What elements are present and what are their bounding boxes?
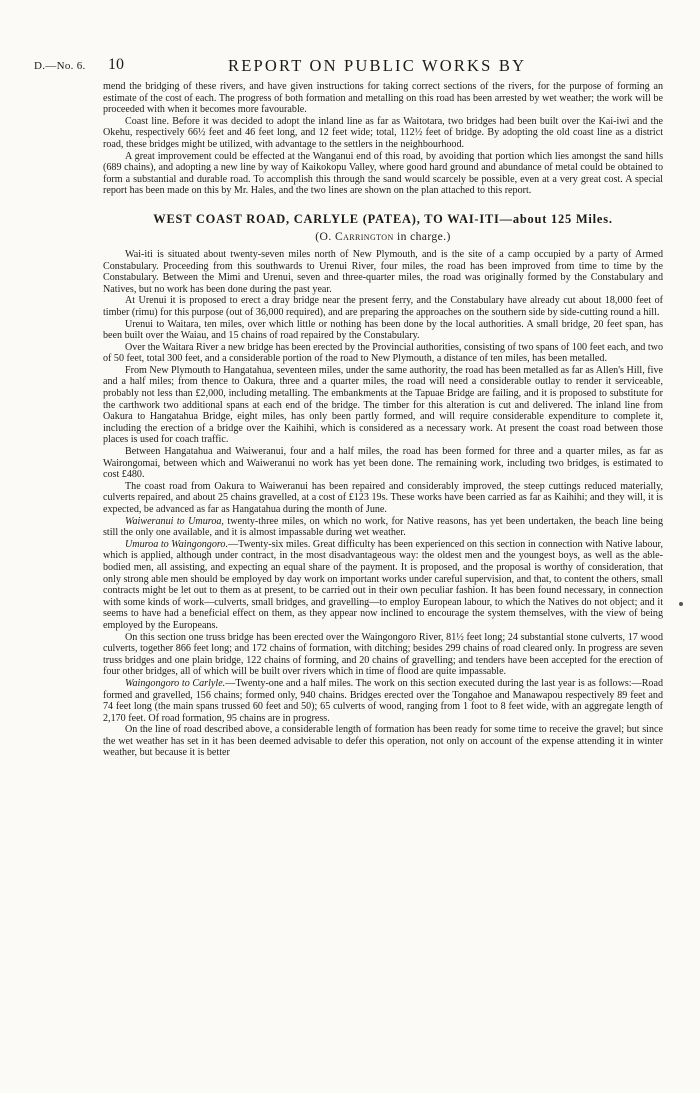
paragraph: A great improvement could be effected at the Wanganui end of this road, by avoiding that portion which lies amongst the sand hills (689 chains), and adopting a new line by way of Kaikokopu Valley, where good hard ground and abundance of metal could be obtained to form a substantial and durable road. To accomplish this through the sand would scarcely be possible, even at a very great cost. A special report has been made on this by Mr. Hales, and the two lines are shown on the plan attached to this report.: [103, 150, 663, 197]
paragraph-waingongoro: [103, 678, 663, 724]
paragraph-lead: Waingongoro to Carlyle.: [125, 677, 226, 689]
officer-initial: (O.: [315, 229, 332, 243]
paragraph: mend the bridging of these rivers, and have given instructions for taking correct sections of the rivers, for the purpose of forming an estimate of the cost of each. The progress of both formation and metalling on this road has been arrested by wet weather; the work will be proceeded with when it becomes more favourable.: [103, 81, 663, 116]
paragraph-umuroa: [103, 539, 663, 632]
paragraph: Coast line. Before it was decided to adopt the inland line as far as Waitotara, two bridges had been built over the Kai-iwi and the Okehu, respectively 66½ feet and 46 feet long, and 12 feet wide; total, 112½ feet of bridge. By adopting the old coast line as a district road, these bridges might be utilized, with advantage to the settlers in the neighbourhood.: [103, 115, 663, 150]
paragraph: Between Hangatahua and Waiweranui, four and a half miles, the road has been formed for three and a quarter miles, as far as Wairongomai, between which and Waiweranui no work has yet been done. The remaining work, including two bridges, is estimated to cost £480.: [103, 446, 663, 481]
officer-suffix: in charge.): [396, 229, 451, 243]
spacer: [103, 197, 663, 203]
paragraph-waiweranui: [103, 516, 663, 539]
page-number: 10: [108, 56, 124, 73]
paragraph-text: —Twenty-six miles. Great difficulty has been experienced on this section in connection with Native labour, which is applied, although under contract, in the most disadvantageous way: the oldest men and the youngest boys, as well as the able-bodied men, all assisting, and expecting an equal share of the payment. It is proposed, and the proposal is worthy of consideration, that only strong able men should be employed by day work on important works under careful supervision, and that, to content the others, small contracts might be let out to them as at present, to be carried out in their own peculiar fashion. It has been found necessary, in connection with some kinds of work—culverts, small bridges, and gravelling—to employ European labour, to which the Natives do not object; and it seems to have had a beneficial effect on them, as they appear now inclined to encourage the system themselves, with the view of being employed by the Europeans.: [103, 538, 663, 631]
paragraph: On this section one truss bridge has been erected over the Waingongoro River, 81½ feet long; 24 substantial stone culverts, 17 wood culverts, together 866 feet long; and 172 chains of formation, with ditching; besides 299 chains of road cleared only. In progress are seven truss bridges and one plain bridge, 122 chains of forming, and 20 chains of gravelling; and tenders have been accepted for the erection of four other bridges, all of which will be built over rivers which in time of flood are quite impassable.: [103, 631, 663, 678]
paragraph: On the line of road described above, a considerable length of formation has been ready for some time to receive the gravel; but since the wet weather has set in it has been deemed advisable to defer this operation, not only on account of the expense attending it in winter weather, but because it is better: [103, 724, 663, 759]
running-title: REPORT ON PUBLIC WORKS BY: [228, 56, 527, 75]
section-heading: WEST COAST ROAD, CARLYLE (PATEA), TO WAI-ITI—about 125 Miles.: [153, 211, 613, 226]
running-header: [0, 56, 700, 76]
page-body: [103, 81, 663, 759]
doc-number: D.—No. 6.: [34, 60, 86, 72]
paragraph: Wai-iti is situated about twenty-seven miles north of New Plymouth, and is the site of a camp occupied by a party of Armed Constabulary. Proceeding from this southwards to Urenui River, four miles, the road has been improved from time to time by the Constabulary. Between the Mimi and Urenui, seven and three-quarter miles, the road was originally formed by the Constabulary and Natives, but no work has been done during the past year.: [103, 248, 663, 295]
paragraph-lead: Waiweranui to Umuroa,: [125, 515, 224, 527]
paragraph: Over the Waitara River a new bridge has been erected by the Provincial authorities, consisting of two spans of 100 feet each, and two of 50 feet, total 300 feet, and a considerable portion of the road to New Plymouth, a distance of ten miles, has been metalled.: [103, 341, 664, 365]
paragraph: The coast road from Oakura to Waiweranui has been repaired and considerably improved, the steep cuttings reduced materially, culverts repaired, and about 25 chains gravelled, at a cost of £123 19s. These works have been carried as far as Kaihihi; and they will, it is expected, be advanced as far as Hangatahua during the month of June.: [103, 480, 663, 515]
officer-name: Carrington: [334, 229, 394, 243]
paragraph-text: —Twenty-one and a half miles. The work on this section executed during the last year is as follows:—Road formed and gravelled, 156 chains; formed only, 940 chains. Bridges erected over the Tongahoe and Manawapou respectively 89 feet and 74 feet long (the main spans trussed 60 feet and 50); 65 culverts of wood, ranging from 1 foot to 8 feet wide, with an aggregate length of 2,170 feet. Of road formation, 95 chains are in progress.: [103, 677, 663, 724]
margin-mark: [679, 602, 683, 606]
paragraph: From New Plymouth to Hangatahua, seventeen miles, under the same authority, the road has been metalled as far as Allen's Hill, five and a half miles; from thence to Oakura, three and a quarter miles, the road will need a considerable outlay to render it serviceable, probably not less than £2,000, including metalling. The embankments at the Tapuae Bridge are failing, and it is proposed to substitute for the carthwork two additional spans at each end of the bridge. The timber for this alteration is cut and delivered. The inland line from Oakura to Hangatahua Bridge, eight miles, has only been partly formed, and will require considerable expenditure to complete it, including the erection of a bridge over the Kaihihi, which is considered as a necessary work. At present the coast road between those places is used for coach traffic.: [103, 364, 663, 446]
paragraph-text: twenty-three miles, on which no work, for Native reasons, has yet been undertaken, the beach line being still the only one available, and it is almost impassable during wet weather.: [103, 515, 663, 539]
paragraph: At Urenui it is proposed to erect a dray bridge near the present ferry, and the Constabulary have already cut about 18,000 feet of timber (rimu) for this purpose (out of 36,000 required), and are preparing the approaches on the southern side by side-cutting round a hill.: [103, 295, 663, 318]
section-officer: [103, 229, 663, 244]
paragraph: Urenui to Waitara, ten miles, over which little or nothing has been done by the local authorities. A small bridge, 20 feet span, has been built over the Waiau, and 15 chains of road repaired by the Constabulary.: [103, 318, 663, 342]
paragraph-lead: Umuroa to Waingongoro.: [125, 538, 229, 550]
